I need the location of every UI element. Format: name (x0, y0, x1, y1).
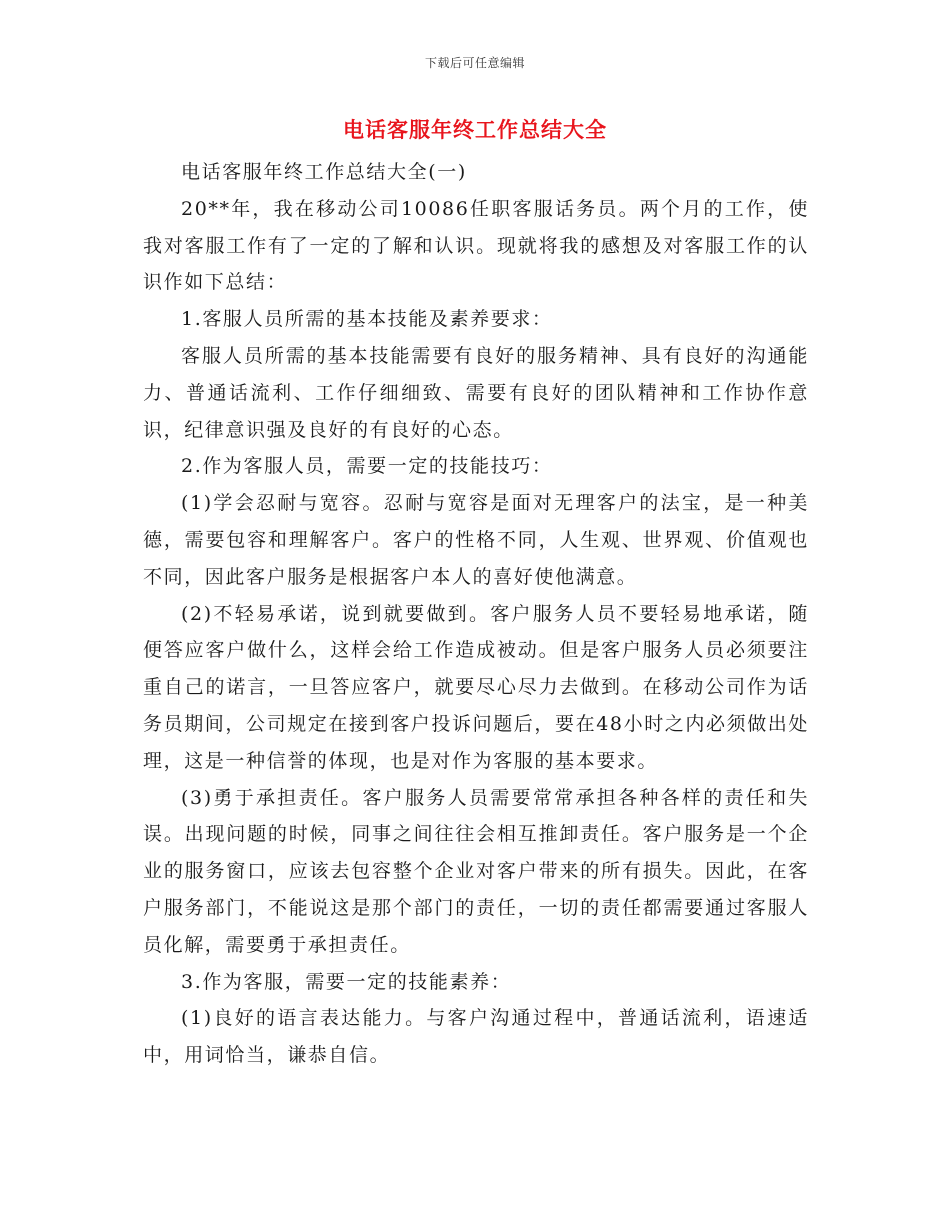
paragraph: (3)勇于承担责任。客户服务人员需要常常承担各种各样的责任和失误。出现问题的时候，同事之间往往会相互推卸责任。客户服务是一个企业的服务窗口，应该去包容整个企业对客户带来的所有损失。因此，在客户服务部门，不能说这是那个部门的责任，一切的责任都需要通过客服人员化解，需要勇于承担责任。 (143, 786, 809, 956)
document-title: 电话客服年终工作总结大全 (343, 118, 607, 142)
paragraph: (1)良好的语言表达能力。与客户沟通过程中，普通话流利，语速适中，用词恰当，谦恭自信。 (143, 1007, 809, 1067)
paragraph: 20**年，我在移动公司10086任职客服话务员。两个月的工作，使我对客服工作有了一定的了解和认识。现就将我的感想及对客服工作的认识作如下总结： (143, 197, 809, 294)
paragraph: (1)学会忍耐与宽容。忍耐与宽容是面对无理客户的法宝，是一种美德，需要包容和理解客户。客户的性格不同，人生观、世界观、价值观也不同，因此客户服务是根据客户本人的喜好使他满意。 (143, 492, 809, 588)
paragraph: (2)不轻易承诺，说到就要做到。客户服务人员不要轻易地承诺，随便答应客户做什么，这样会给工作造成被动。但是客户服务人员必须要注重自己的诺言，一旦答应客户，就要尽心尽力去做到。在移动公司作为话务员期间，公司规定在接到客户投诉问题后，要在48小时之内必须做出处理，这是一种信誉的体现，也是对作为客服的基本要求。 (143, 602, 809, 772)
document-body (143, 154, 809, 1074)
page-header-note: 下载后可任意编辑 (424, 56, 525, 70)
section-heading: 2.作为客服人员，需要一定的技能技巧： (181, 455, 553, 478)
section-heading: 1.客服人员所需的基本技能及素养要求： (181, 308, 553, 331)
paragraph: 客服人员所需的基本技能需要有良好的服务精神、具有良好的沟通能力、普通话流利、工作仔细细致、需要有良好的团队精神和工作协作意识，纪律意识强及良好的有良好的心态。 (143, 344, 809, 441)
section-heading: 3.作为客服，需要一定的技能素养： (181, 970, 512, 993)
paragraph-subtitle: 电话客服年终工作总结大全(一) (181, 161, 467, 183)
